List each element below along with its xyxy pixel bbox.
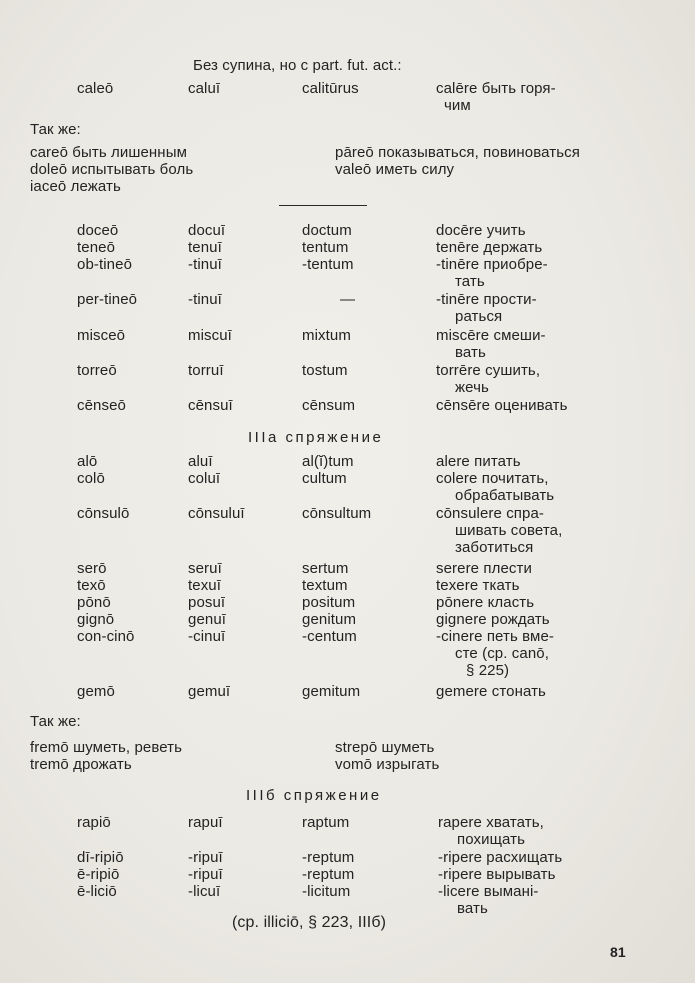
- verb-perfect: rapuī: [188, 814, 223, 831]
- verb-infinitive: alere питать: [436, 453, 521, 470]
- also-verb: valeō иметь силу: [335, 161, 455, 178]
- verb-supine: sertum: [302, 560, 349, 577]
- verb-supine: -reptum: [302, 866, 355, 883]
- verb-supine: cōnsultum: [302, 505, 372, 522]
- verb-perfect: miscuī: [188, 327, 232, 344]
- verb-present: torreō: [77, 362, 117, 379]
- verb-infinitive: -licere выманi-: [438, 883, 539, 900]
- verb-present: cēnseō: [77, 397, 126, 414]
- verb-infinitive-cont: шивать совета,: [455, 522, 563, 539]
- verb-infinitive-cont: сте (ср. canō,: [455, 645, 549, 662]
- also-verb: vomō изрыгать: [335, 756, 440, 773]
- verb-infinitive: gignere рождать: [436, 611, 550, 628]
- verb-supine: gemitum: [302, 683, 361, 700]
- verb-infinitive-cont: похищать: [457, 831, 526, 848]
- verb-infinitive: cēnsēre оценивать: [436, 397, 568, 414]
- verb-perfect: texuī: [188, 577, 222, 594]
- verb-infinitive-cont: раться: [455, 308, 503, 325]
- verb-supine: doctum: [302, 222, 352, 239]
- verb-supine: mixtum: [302, 327, 351, 344]
- verb-infinitive: serere плести: [436, 560, 532, 577]
- verb-present: texō: [77, 577, 106, 594]
- verb-perfect: -ripuī: [188, 866, 223, 883]
- section-title-3a: IIIа спряжение: [248, 429, 384, 446]
- verb-perfect: -tinuī: [188, 256, 222, 273]
- verb-supine: tentum: [302, 239, 349, 256]
- verb-present: colō: [77, 470, 105, 487]
- verb-perfect: caluī: [188, 80, 221, 97]
- also-verb: fremō шуметь, реветь: [30, 739, 183, 756]
- verb-present: ē-liciō: [77, 883, 117, 900]
- verb-present: doceō: [77, 222, 119, 239]
- verb-perfect: seruī: [188, 560, 222, 577]
- verb-perfect: -licuī: [188, 883, 221, 900]
- verb-infinitive: -ripere расхищать: [438, 849, 563, 866]
- verb-infinitive: -cinere петь вме-: [436, 628, 554, 645]
- verb-present: dī-ripiō: [77, 849, 124, 866]
- also-verb: iaceō лежать: [30, 178, 121, 195]
- verb-present: caleō: [77, 80, 114, 97]
- verb-infinitive-cont: § 225): [466, 662, 510, 679]
- verb-infinitive: rapere хватать,: [438, 814, 544, 831]
- verb-supine: positum: [302, 594, 356, 611]
- verb-infinitive-cont: обрабатывать: [455, 487, 555, 504]
- verb-perfect: tenuī: [188, 239, 222, 256]
- verb-present: ē-ripiō: [77, 866, 120, 883]
- verb-supine: cēnsum: [302, 397, 356, 414]
- verb-infinitive: colere почитать,: [436, 470, 549, 487]
- verb-supine: tostum: [302, 362, 348, 379]
- verb-present: serō: [77, 560, 107, 577]
- verb-present: con-cinō: [77, 628, 135, 645]
- verb-perfect: -cinuī: [188, 628, 226, 645]
- verb-infinitive-cont: тать: [455, 273, 485, 290]
- verb-perfect: torruī: [188, 362, 224, 379]
- verb-present: teneō: [77, 239, 116, 256]
- verb-perfect: aluī: [188, 453, 213, 470]
- verb-present: gemō: [77, 683, 115, 700]
- verb-infinitive: texere ткать: [436, 577, 520, 594]
- verb-present: pōnō: [77, 594, 111, 611]
- also-verb: tremō дрожать: [30, 756, 132, 773]
- verb-present: ob-tineō: [77, 256, 133, 273]
- verb-present: alō: [77, 453, 98, 470]
- verb-perfect: docuī: [188, 222, 226, 239]
- verb-infinitive-cont: чим: [444, 97, 471, 114]
- verb-infinitive-cont: вать: [457, 900, 488, 917]
- section-title-3b: IIIб спряжение: [246, 787, 382, 804]
- verb-supine: -tentum: [302, 256, 354, 273]
- also-label: Так же:: [30, 121, 81, 138]
- also-verb: doleō испытывать боль: [30, 161, 194, 178]
- section-title-no-supine: Без супина, но с part. fut. act.:: [193, 57, 402, 74]
- verb-present: gignō: [77, 611, 115, 628]
- verb-infinitive-cont: вать: [455, 344, 486, 361]
- verb-perfect: posuī: [188, 594, 226, 611]
- verb-infinitive: gemere стонать: [436, 683, 546, 700]
- verb-present: misceō: [77, 327, 126, 344]
- verb-infinitive: -tinēre приобре-: [436, 256, 548, 273]
- verb-perfect: -tinuī: [188, 291, 222, 308]
- verb-infinitive: calēre быть горя-: [436, 80, 556, 97]
- verb-supine: al(ĭ)tum: [302, 453, 354, 470]
- verb-infinitive: cōnsulere спра-: [436, 505, 545, 522]
- verb-supine: raptum: [302, 814, 350, 831]
- verb-infinitive: torrēre сушить,: [436, 362, 541, 379]
- verb-infinitive: -tinēre прости-: [436, 291, 537, 308]
- verb-infinitive: -ripere вырывать: [438, 866, 556, 883]
- verb-infinitive: miscēre смеши-: [436, 327, 546, 344]
- verb-infinitive: docēre учить: [436, 222, 526, 239]
- verb-perfect: genuī: [188, 611, 227, 628]
- verb-participle: calitūrus: [302, 80, 359, 97]
- verb-perfect: -ripuī: [188, 849, 223, 866]
- verb-perfect: cēnsuī: [188, 397, 233, 414]
- verb-supine: genitum: [302, 611, 357, 628]
- verb-supine: cultum: [302, 470, 347, 487]
- also-verb: careō быть лишенным: [30, 144, 187, 161]
- verb-infinitive-cont: жечь: [455, 379, 489, 396]
- verb-perfect: cōnsuluī: [188, 505, 245, 522]
- verb-present: per-tineō: [77, 291, 138, 308]
- also-label: Так же:: [30, 713, 81, 730]
- verb-supine: textum: [302, 577, 348, 594]
- verb-supine: -reptum: [302, 849, 355, 866]
- verb-supine: -centum: [302, 628, 357, 645]
- cross-reference-note: (ср. illiciō, § 223, IIIб): [232, 914, 387, 931]
- divider-rule: [279, 205, 367, 206]
- verb-supine: —: [340, 291, 356, 308]
- verb-infinitive-cont: заботиться: [455, 539, 534, 556]
- verb-perfect: gemuī: [188, 683, 231, 700]
- verb-present: cōnsulō: [77, 505, 130, 522]
- also-verb: pāreō показываться, повиноваться: [335, 144, 580, 161]
- verb-infinitive: pōnere класть: [436, 594, 535, 611]
- verb-present: rapiō: [77, 814, 111, 831]
- verb-perfect: coluī: [188, 470, 221, 487]
- page-number: 81: [610, 944, 626, 960]
- also-verb: strepō шуметь: [335, 739, 435, 756]
- verb-supine: -licitum: [302, 883, 351, 900]
- verb-infinitive: tenēre держать: [436, 239, 543, 256]
